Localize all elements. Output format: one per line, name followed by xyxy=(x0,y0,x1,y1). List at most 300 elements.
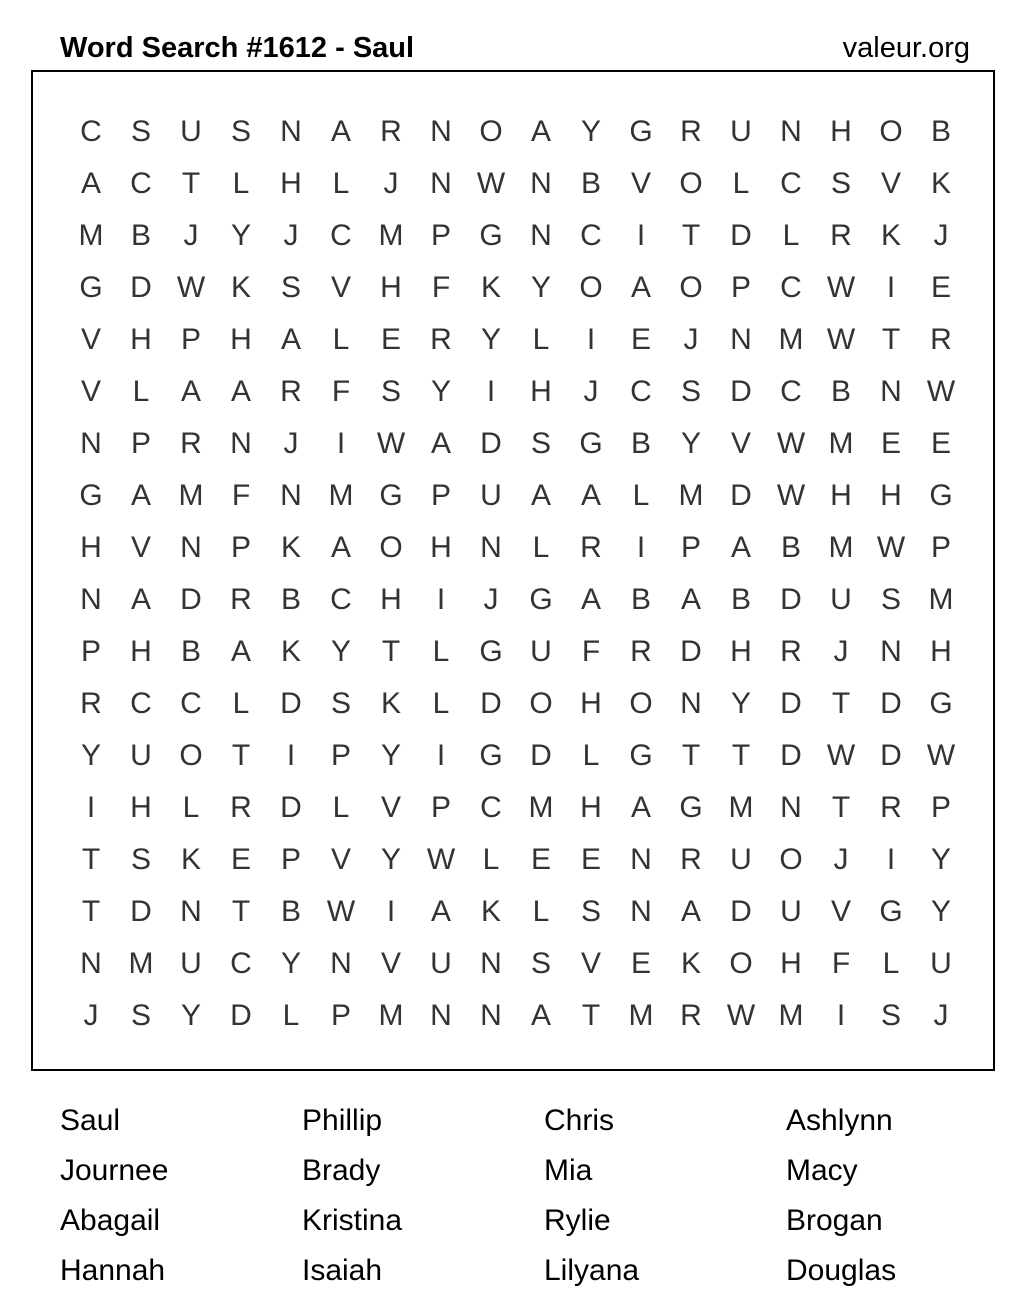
grid-letter[interactable]: N xyxy=(430,167,452,200)
grid-letter[interactable]: K xyxy=(380,687,401,720)
grid-letter[interactable]: J xyxy=(283,219,299,252)
grid-letter[interactable]: M xyxy=(378,999,404,1032)
grid-letter[interactable]: T xyxy=(231,895,251,928)
grid-letter[interactable]: J xyxy=(683,323,699,356)
grid-letter[interactable]: V xyxy=(330,843,351,876)
grid-letter[interactable]: J xyxy=(833,635,849,668)
grid-letter[interactable]: D xyxy=(730,479,752,512)
grid-letter[interactable]: J xyxy=(283,427,299,460)
grid-letter[interactable]: T xyxy=(81,843,101,876)
grid-letter[interactable]: B xyxy=(180,635,201,668)
grid-letter[interactable]: D xyxy=(280,687,302,720)
grid-letter[interactable]: N xyxy=(80,583,102,616)
grid-letter[interactable]: L xyxy=(432,687,450,720)
grid-letter[interactable]: C xyxy=(130,167,152,200)
grid-letter[interactable]: M xyxy=(828,427,854,460)
grid-letter[interactable]: P xyxy=(430,479,451,512)
grid-letter[interactable]: A xyxy=(430,427,451,460)
grid-letter[interactable]: A xyxy=(580,479,601,512)
grid-letter[interactable]: N xyxy=(280,479,302,512)
grid-letter[interactable]: B xyxy=(280,895,301,928)
grid-letter[interactable]: M xyxy=(178,479,204,512)
grid-letter[interactable]: V xyxy=(830,895,851,928)
grid-letter[interactable]: A xyxy=(630,271,651,304)
grid-letter[interactable]: R xyxy=(680,999,702,1032)
grid-letter[interactable]: D xyxy=(880,739,902,772)
grid-letter[interactable]: R xyxy=(680,843,702,876)
grid-letter[interactable]: B xyxy=(630,583,651,616)
grid-letter[interactable]: G xyxy=(929,479,953,512)
grid-letter[interactable]: D xyxy=(180,583,202,616)
grid-letter[interactable]: M xyxy=(128,947,154,980)
grid-letter[interactable]: C xyxy=(780,375,802,408)
grid-letter[interactable]: L xyxy=(182,791,200,824)
grid-letter[interactable]: S xyxy=(130,843,151,876)
grid-letter[interactable]: N xyxy=(180,531,202,564)
grid-letter[interactable]: Y xyxy=(680,427,701,460)
grid-letter[interactable]: K xyxy=(930,167,951,200)
grid-letter[interactable]: V xyxy=(330,271,351,304)
grid-letter[interactable]: N xyxy=(530,219,552,252)
grid-letter[interactable]: H xyxy=(280,167,302,200)
grid-letter[interactable]: O xyxy=(379,531,403,564)
grid-letter[interactable]: S xyxy=(330,687,351,720)
grid-letter[interactable]: G xyxy=(529,583,553,616)
grid-letter[interactable]: S xyxy=(530,947,551,980)
grid-letter[interactable]: O xyxy=(529,687,553,720)
grid-letter[interactable]: A xyxy=(230,375,251,408)
grid-letter[interactable]: I xyxy=(386,895,396,928)
grid-letter[interactable]: Y xyxy=(180,999,201,1032)
grid-letter[interactable]: V xyxy=(630,167,651,200)
grid-letter[interactable]: Y xyxy=(80,739,101,772)
grid-letter[interactable]: O xyxy=(629,687,653,720)
grid-letter[interactable]: D xyxy=(730,375,752,408)
grid-letter[interactable]: N xyxy=(630,843,652,876)
grid-letter[interactable]: L xyxy=(432,635,450,668)
grid-letter[interactable]: I xyxy=(636,531,646,564)
grid-letter[interactable]: U xyxy=(730,843,752,876)
grid-letter[interactable]: A xyxy=(80,167,101,200)
grid-letter[interactable]: R xyxy=(780,635,802,668)
grid-letter[interactable]: H xyxy=(380,271,402,304)
grid-letter[interactable]: H xyxy=(930,635,952,668)
grid-letter[interactable]: Y xyxy=(930,843,951,876)
grid-letter[interactable]: D xyxy=(130,271,152,304)
grid-letter[interactable]: H xyxy=(130,635,152,668)
grid-letter[interactable]: E xyxy=(930,271,951,304)
grid-letter[interactable]: S xyxy=(680,375,701,408)
grid-letter[interactable]: H xyxy=(80,531,102,564)
grid-letter[interactable]: A xyxy=(730,531,751,564)
grid-letter[interactable]: P xyxy=(180,323,201,356)
grid-letter[interactable]: Y xyxy=(430,375,451,408)
grid-letter[interactable]: S xyxy=(530,427,551,460)
grid-letter[interactable]: Y xyxy=(330,635,351,668)
grid-letter[interactable]: K xyxy=(680,947,701,980)
grid-letter[interactable]: N xyxy=(80,427,102,460)
grid-letter[interactable]: L xyxy=(332,323,350,356)
grid-letter[interactable]: A xyxy=(680,583,701,616)
grid-letter[interactable]: H xyxy=(830,479,852,512)
grid-letter[interactable]: P xyxy=(930,531,951,564)
grid-letter[interactable]: Y xyxy=(230,219,251,252)
grid-letter[interactable]: Y xyxy=(580,115,601,148)
grid-letter[interactable]: H xyxy=(130,323,152,356)
grid-letter[interactable]: D xyxy=(780,739,802,772)
grid-letter[interactable]: T xyxy=(81,895,101,928)
grid-letter[interactable]: W xyxy=(426,843,456,876)
grid-letter[interactable]: K xyxy=(480,895,501,928)
grid-letter[interactable]: Y xyxy=(380,739,401,772)
grid-letter[interactable]: G xyxy=(479,635,503,668)
grid-letter[interactable]: I xyxy=(886,271,896,304)
grid-letter[interactable]: M xyxy=(328,479,354,512)
grid-letter[interactable]: U xyxy=(480,479,502,512)
grid-letter[interactable]: R xyxy=(230,791,252,824)
grid-letter[interactable]: C xyxy=(230,947,252,980)
grid-letter[interactable]: J xyxy=(383,167,399,200)
grid-letter[interactable]: N xyxy=(780,115,802,148)
grid-letter[interactable]: A xyxy=(680,895,701,928)
grid-letter[interactable]: U xyxy=(830,583,852,616)
grid-letter[interactable]: T xyxy=(381,635,401,668)
grid-letter[interactable]: M xyxy=(678,479,704,512)
grid-letter[interactable]: V xyxy=(380,947,401,980)
grid-letter[interactable]: D xyxy=(680,635,702,668)
grid-letter[interactable]: N xyxy=(180,895,202,928)
grid-letter[interactable]: D xyxy=(130,895,152,928)
grid-letter[interactable]: J xyxy=(83,999,99,1032)
grid-letter[interactable]: O xyxy=(579,271,603,304)
grid-letter[interactable]: E xyxy=(380,323,401,356)
grid-letter[interactable]: E xyxy=(530,843,551,876)
grid-letter[interactable]: G xyxy=(929,687,953,720)
grid-letter[interactable]: O xyxy=(679,167,703,200)
grid-letter[interactable]: E xyxy=(630,323,651,356)
grid-letter[interactable]: O xyxy=(779,843,803,876)
grid-letter[interactable]: D xyxy=(230,999,252,1032)
grid-letter[interactable]: T xyxy=(731,739,751,772)
grid-letter[interactable]: H xyxy=(580,687,602,720)
grid-letter[interactable]: O xyxy=(179,739,203,772)
grid-letter[interactable]: T xyxy=(831,791,851,824)
grid-letter[interactable]: A xyxy=(330,115,351,148)
grid-letter[interactable]: L xyxy=(782,219,800,252)
grid-letter[interactable]: J xyxy=(583,375,599,408)
grid-letter[interactable]: D xyxy=(280,791,302,824)
grid-letter[interactable]: R xyxy=(180,427,202,460)
grid-letter[interactable]: P xyxy=(230,531,251,564)
grid-letter[interactable]: U xyxy=(930,947,952,980)
grid-letter[interactable]: G xyxy=(379,479,403,512)
grid-letter[interactable]: S xyxy=(280,271,301,304)
grid-letter[interactable]: I xyxy=(286,739,296,772)
grid-letter[interactable]: Y xyxy=(530,271,551,304)
grid-letter[interactable]: F xyxy=(331,375,351,408)
grid-letter[interactable]: H xyxy=(430,531,452,564)
grid-letter[interactable]: C xyxy=(330,583,352,616)
grid-letter[interactable]: N xyxy=(430,999,452,1032)
grid-letter[interactable]: N xyxy=(230,427,252,460)
grid-letter[interactable]: P xyxy=(430,219,451,252)
grid-letter[interactable]: I xyxy=(86,791,96,824)
grid-letter[interactable]: G xyxy=(479,219,503,252)
grid-letter[interactable]: L xyxy=(532,323,550,356)
grid-letter[interactable]: S xyxy=(130,999,151,1032)
grid-letter[interactable]: R xyxy=(680,115,702,148)
grid-letter[interactable]: R xyxy=(930,323,952,356)
grid-letter[interactable]: A xyxy=(180,375,201,408)
grid-letter[interactable]: B xyxy=(580,167,601,200)
grid-letter[interactable]: U xyxy=(180,115,202,148)
grid-letter[interactable]: M xyxy=(628,999,654,1032)
grid-letter[interactable]: Y xyxy=(380,843,401,876)
grid-letter[interactable]: P xyxy=(430,791,451,824)
grid-letter[interactable]: N xyxy=(330,947,352,980)
grid-letter[interactable]: W xyxy=(776,427,806,460)
grid-letter[interactable]: I xyxy=(336,427,346,460)
grid-letter[interactable]: E xyxy=(230,843,251,876)
grid-letter[interactable]: W xyxy=(826,739,856,772)
grid-letter[interactable]: G xyxy=(629,739,653,772)
grid-letter[interactable]: S xyxy=(230,115,251,148)
grid-letter[interactable]: L xyxy=(232,687,250,720)
grid-letter[interactable]: W xyxy=(326,895,356,928)
grid-letter[interactable]: R xyxy=(230,583,252,616)
grid-letter[interactable]: K xyxy=(880,219,901,252)
grid-letter[interactable]: T xyxy=(181,167,201,200)
grid-letter[interactable]: L xyxy=(332,791,350,824)
grid-letter[interactable]: Y xyxy=(930,895,951,928)
grid-letter[interactable]: J xyxy=(183,219,199,252)
grid-letter[interactable]: K xyxy=(280,531,301,564)
grid-letter[interactable]: W xyxy=(926,739,956,772)
grid-letter[interactable]: O xyxy=(729,947,753,980)
grid-letter[interactable]: B xyxy=(930,115,951,148)
grid-letter[interactable]: R xyxy=(80,687,102,720)
grid-letter[interactable]: A xyxy=(530,479,551,512)
grid-letter[interactable]: V xyxy=(80,375,101,408)
grid-letter[interactable]: L xyxy=(582,739,600,772)
grid-letter[interactable]: R xyxy=(830,219,852,252)
grid-letter[interactable]: T xyxy=(681,739,701,772)
grid-letter[interactable]: W xyxy=(726,999,756,1032)
grid-letter[interactable]: N xyxy=(730,323,752,356)
grid-letter[interactable]: K xyxy=(280,635,301,668)
grid-letter[interactable]: A xyxy=(580,583,601,616)
grid-letter[interactable]: D xyxy=(480,687,502,720)
grid-letter[interactable]: C xyxy=(330,219,352,252)
grid-letter[interactable]: W xyxy=(776,479,806,512)
grid-letter[interactable]: I xyxy=(886,843,896,876)
grid-letter[interactable]: N xyxy=(680,687,702,720)
grid-letter[interactable]: G xyxy=(879,895,903,928)
grid-letter[interactable]: C xyxy=(480,791,502,824)
grid-letter[interactable]: B xyxy=(280,583,301,616)
grid-letter[interactable]: H xyxy=(580,791,602,824)
grid-letter[interactable]: U xyxy=(430,947,452,980)
grid-letter[interactable]: A xyxy=(530,115,551,148)
grid-letter[interactable]: H xyxy=(880,479,902,512)
grid-letter[interactable]: J xyxy=(933,999,949,1032)
grid-letter[interactable]: N xyxy=(480,531,502,564)
grid-letter[interactable]: S xyxy=(380,375,401,408)
grid-letter[interactable]: B xyxy=(630,427,651,460)
grid-letter[interactable]: A xyxy=(130,583,151,616)
grid-letter[interactable]: H xyxy=(780,947,802,980)
grid-letter[interactable]: U xyxy=(530,635,552,668)
grid-letter[interactable]: A xyxy=(630,791,651,824)
grid-letter[interactable]: J xyxy=(933,219,949,252)
grid-letter[interactable]: U xyxy=(130,739,152,772)
grid-letter[interactable]: W xyxy=(476,167,506,200)
grid-letter[interactable]: H xyxy=(530,375,552,408)
grid-letter[interactable]: C xyxy=(780,271,802,304)
grid-letter[interactable]: S xyxy=(830,167,851,200)
grid-letter[interactable]: H xyxy=(230,323,252,356)
grid-letter[interactable]: L xyxy=(532,531,550,564)
grid-letter[interactable]: D xyxy=(780,583,802,616)
grid-letter[interactable]: I xyxy=(436,583,446,616)
grid-letter[interactable]: N xyxy=(480,999,502,1032)
grid-letter[interactable]: R xyxy=(430,323,452,356)
grid-letter[interactable]: W xyxy=(176,271,206,304)
grid-letter[interactable]: N xyxy=(880,375,902,408)
grid-letter[interactable]: J xyxy=(483,583,499,616)
grid-letter[interactable]: N xyxy=(880,635,902,668)
grid-letter[interactable]: Y xyxy=(730,687,751,720)
grid-letter[interactable]: S xyxy=(580,895,601,928)
grid-letter[interactable]: W xyxy=(826,271,856,304)
grid-letter[interactable]: L xyxy=(132,375,150,408)
grid-letter[interactable]: I xyxy=(836,999,846,1032)
grid-letter[interactable]: D xyxy=(480,427,502,460)
grid-letter[interactable]: C xyxy=(630,375,652,408)
grid-letter[interactable]: T xyxy=(881,323,901,356)
grid-letter[interactable]: E xyxy=(930,427,951,460)
grid-letter[interactable]: L xyxy=(882,947,900,980)
grid-letter[interactable]: Y xyxy=(480,323,501,356)
grid-letter[interactable]: V xyxy=(130,531,151,564)
grid-letter[interactable]: I xyxy=(586,323,596,356)
grid-letter[interactable]: W xyxy=(926,375,956,408)
grid-letter[interactable]: M xyxy=(378,219,404,252)
grid-letter[interactable]: T xyxy=(231,739,251,772)
grid-letter[interactable]: J xyxy=(833,843,849,876)
grid-letter[interactable]: A xyxy=(230,635,251,668)
grid-letter[interactable]: T xyxy=(831,687,851,720)
grid-letter[interactable]: F xyxy=(231,479,251,512)
grid-letter[interactable]: M xyxy=(828,531,854,564)
grid-letter[interactable]: S xyxy=(130,115,151,148)
grid-letter[interactable]: H xyxy=(380,583,402,616)
grid-letter[interactable]: S xyxy=(880,999,901,1032)
grid-letter[interactable]: T xyxy=(581,999,601,1032)
grid-letter[interactable]: B xyxy=(830,375,851,408)
grid-letter[interactable]: L xyxy=(632,479,650,512)
grid-letter[interactable]: F xyxy=(581,635,601,668)
grid-letter[interactable]: D xyxy=(730,895,752,928)
grid-letter[interactable]: W xyxy=(826,323,856,356)
grid-letter[interactable]: M xyxy=(728,791,754,824)
grid-letter[interactable]: U xyxy=(780,895,802,928)
grid-letter[interactable]: E xyxy=(580,843,601,876)
grid-letter[interactable]: N xyxy=(80,947,102,980)
grid-letter[interactable]: C xyxy=(780,167,802,200)
grid-letter[interactable]: L xyxy=(232,167,250,200)
grid-letter[interactable]: F xyxy=(431,271,451,304)
grid-letter[interactable]: M xyxy=(528,791,554,824)
grid-letter[interactable]: G xyxy=(579,427,603,460)
grid-letter[interactable]: R xyxy=(580,531,602,564)
grid-letter[interactable]: M xyxy=(778,323,804,356)
grid-letter[interactable]: H xyxy=(830,115,852,148)
grid-letter[interactable]: B xyxy=(130,219,151,252)
grid-letter[interactable]: E xyxy=(880,427,901,460)
grid-letter[interactable]: G xyxy=(79,271,103,304)
grid-letter[interactable]: I xyxy=(486,375,496,408)
grid-letter[interactable]: U xyxy=(730,115,752,148)
grid-letter[interactable]: W xyxy=(376,427,406,460)
grid-letter[interactable]: O xyxy=(879,115,903,148)
grid-letter[interactable]: N xyxy=(530,167,552,200)
grid-letter[interactable]: A xyxy=(530,999,551,1032)
grid-letter[interactable]: P xyxy=(280,843,301,876)
grid-letter[interactable]: A xyxy=(330,531,351,564)
grid-letter[interactable]: N xyxy=(430,115,452,148)
grid-letter[interactable]: U xyxy=(180,947,202,980)
grid-letter[interactable]: C xyxy=(180,687,202,720)
grid-letter[interactable]: L xyxy=(482,843,500,876)
grid-letter[interactable]: K xyxy=(180,843,201,876)
grid-letter[interactable]: A xyxy=(430,895,451,928)
grid-letter[interactable]: R xyxy=(380,115,402,148)
grid-letter[interactable]: P xyxy=(80,635,101,668)
grid-letter[interactable]: I xyxy=(636,219,646,252)
grid-letter[interactable]: D xyxy=(880,687,902,720)
grid-letter[interactable]: V xyxy=(880,167,901,200)
grid-letter[interactable]: N xyxy=(480,947,502,980)
grid-letter[interactable]: G xyxy=(479,739,503,772)
grid-letter[interactable]: C xyxy=(130,687,152,720)
grid-letter[interactable]: B xyxy=(780,531,801,564)
grid-letter[interactable]: F xyxy=(831,947,851,980)
grid-letter[interactable]: H xyxy=(130,791,152,824)
grid-letter[interactable]: N xyxy=(280,115,302,148)
grid-letter[interactable]: S xyxy=(880,583,901,616)
grid-letter[interactable]: E xyxy=(630,947,651,980)
grid-letter[interactable]: L xyxy=(282,999,300,1032)
grid-letter[interactable]: W xyxy=(876,531,906,564)
grid-letter[interactable]: V xyxy=(80,323,101,356)
grid-letter[interactable]: L xyxy=(532,895,550,928)
grid-letter[interactable]: N xyxy=(780,791,802,824)
grid-letter[interactable]: G xyxy=(79,479,103,512)
grid-letter[interactable]: G xyxy=(629,115,653,148)
grid-letter[interactable]: G xyxy=(679,791,703,824)
grid-letter[interactable]: P xyxy=(130,427,151,460)
grid-letter[interactable]: R xyxy=(630,635,652,668)
grid-letter[interactable]: D xyxy=(780,687,802,720)
grid-letter[interactable]: P xyxy=(730,271,751,304)
grid-letter[interactable]: A xyxy=(280,323,301,356)
grid-letter[interactable]: M xyxy=(778,999,804,1032)
grid-letter[interactable]: C xyxy=(580,219,602,252)
grid-letter[interactable]: O xyxy=(679,271,703,304)
grid-letter[interactable]: D xyxy=(530,739,552,772)
grid-letter[interactable]: O xyxy=(479,115,503,148)
